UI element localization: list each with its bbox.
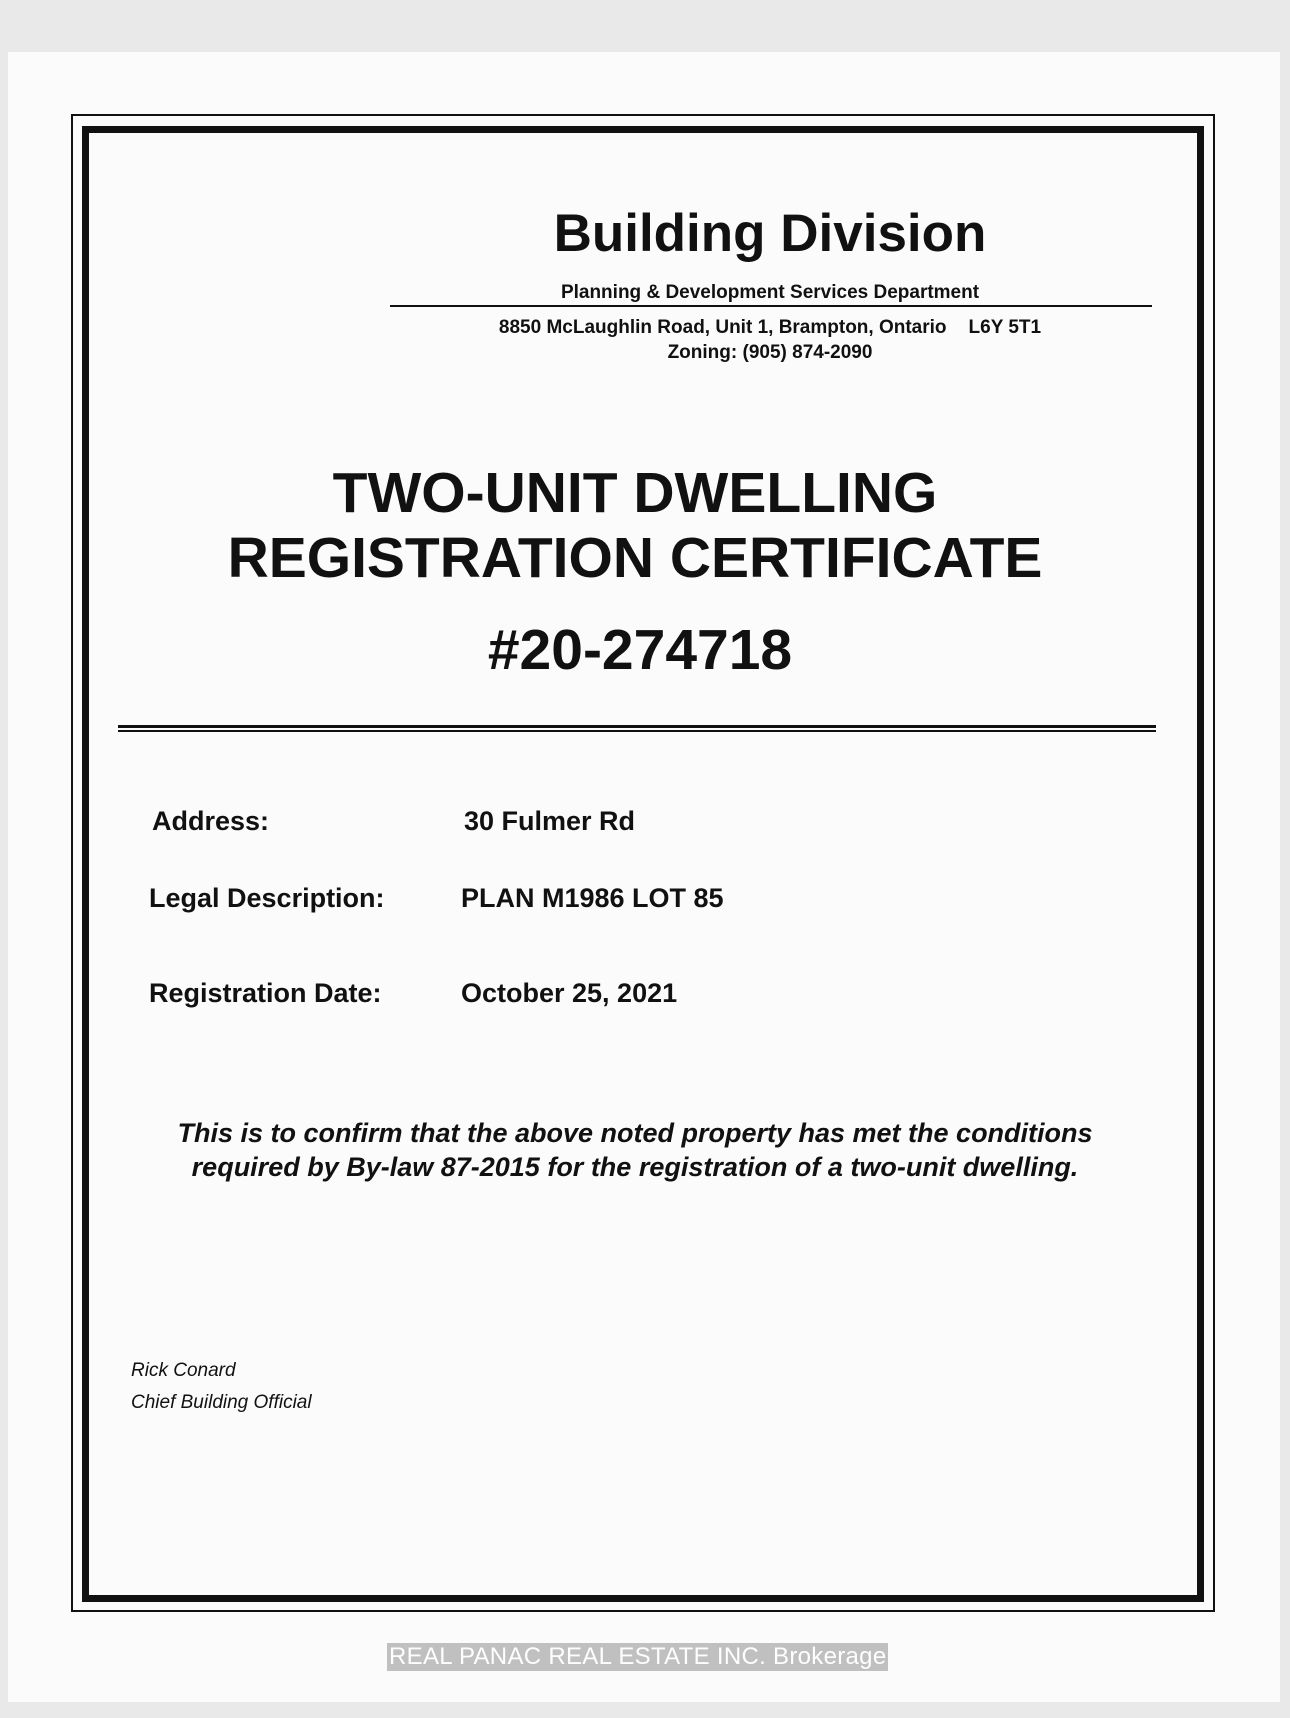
certificate-title-line1: TWO-UNIT DWELLING	[332, 461, 938, 525]
registration-date-label: Registration Date:	[149, 978, 382, 1008]
office-street-address: 8850 McLaughlin Road, Unit 1, Brampton, Ontario	[498, 317, 947, 338]
legal-description-value: PLAN M1986 LOT 85	[461, 883, 724, 913]
confirmation-text-line2: required by By-law 87-2015 for the registration of a two-unit dwelling.	[191, 1152, 1079, 1182]
header-divider	[390, 305, 1152, 307]
brokerage-watermark: REAL PANAC REAL ESTATE INC. Brokerage	[389, 1643, 887, 1670]
department-name: Planning & Development Services Department	[560, 282, 980, 303]
legal-description-label: Legal Description:	[149, 883, 385, 913]
certificate-number: #20-274718	[487, 618, 793, 682]
section-divider	[118, 725, 1156, 732]
office-address	[390, 317, 1150, 339]
registration-date-value: October 25, 2021	[461, 978, 678, 1008]
division-title: Building Division	[553, 204, 987, 263]
certificate-title-line2: REGISTRATION CERTIFICATE	[227, 526, 1043, 590]
signatory-title: Chief Building Official	[131, 1392, 312, 1413]
address-value: 30 Fulmer Rd	[464, 806, 636, 836]
zoning-phone: Zoning: (905) 874-2090	[667, 342, 873, 363]
office-postal-code: L6Y 5T1	[968, 317, 1042, 338]
signatory-name: Rick Conard	[131, 1360, 236, 1381]
confirmation-text-line1: This is to confirm that the above noted property has met the conditions	[177, 1118, 1093, 1148]
address-label: Address:	[152, 806, 270, 836]
